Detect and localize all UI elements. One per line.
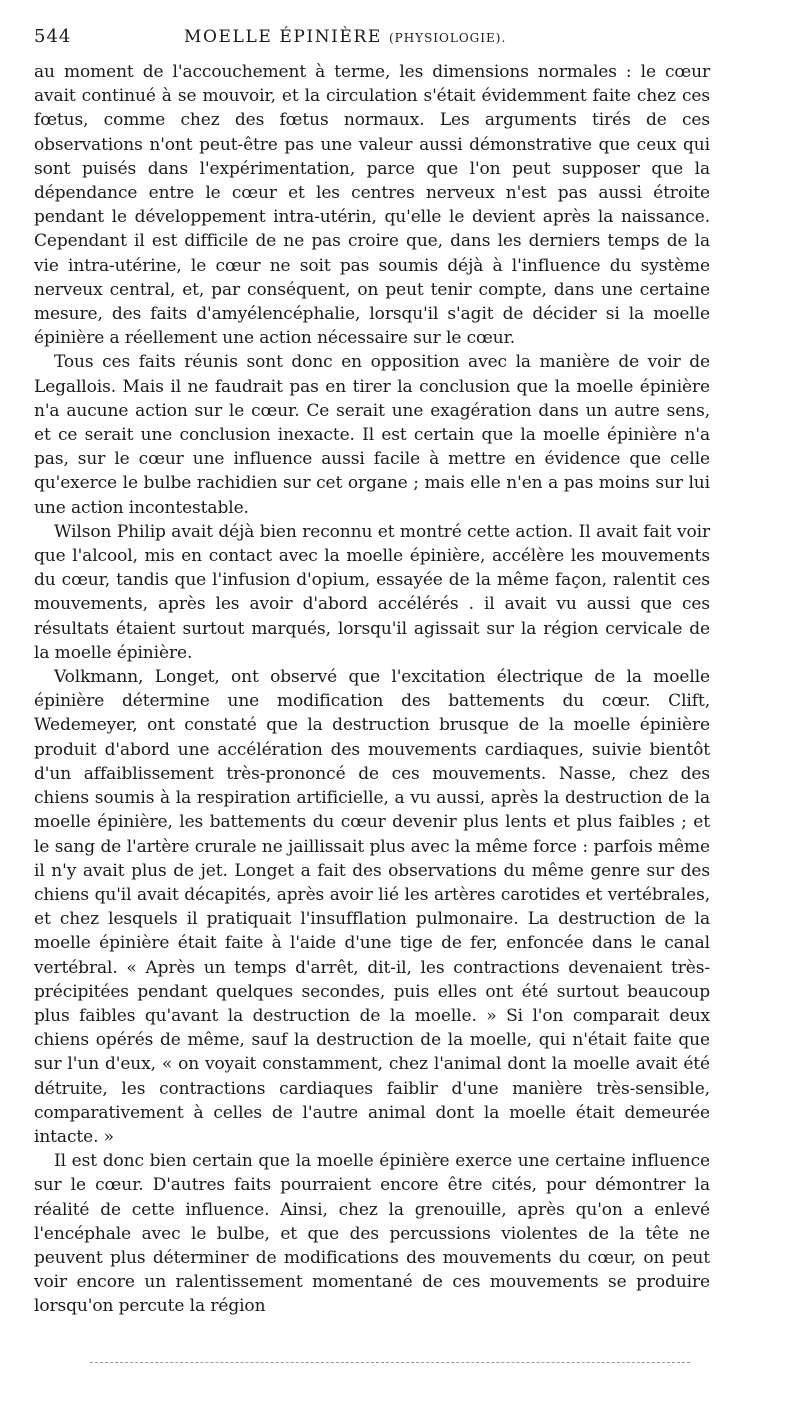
paragraph-conclusion: Il est donc bien certain que la moelle épinière exerce une certaine influence sur le cœur. D'autres faits pourraient encore être cités, pour démontrer la réalité de cette influence. Ainsi, chez la grenouille, après qu'on a enlevé l'encéphale avec le bulbe, et que des percussions violentes de la tête ne peuvent plus déterminer de modifications des mouvements du cœur, on peut voir encore un ralentissement momentané de ces mouvements se produire lorsqu'on percute la région	[34, 1151, 710, 1317]
paragraph-legallois: Tous ces faits réunis sont donc en opposition avec la manière de voir de Legallois. Mais il ne faudrait pas en tirer la conclusion que la moelle épinière n'a aucune action sur le cœur. Ce serait une exagération dans un autre sens, et ce serait une conclusion inexacte. Il est certain que la moelle épinière n'a pas, sur le cœur une influence aussi facile à mettre en évidence que celle qu'exerce le bulbe rachidien sur cet organe ; mais elle n'en a pas moins sur lui une action incontestable.	[34, 352, 710, 518]
running-title	[184, 27, 710, 47]
running-title-sub: (PHYSIOLOGIE).	[388, 31, 507, 45]
running-title-main: MOELLE ÉPINIÈRE	[184, 27, 382, 47]
paragraph-continued: au moment de l'accouchement à terme, les dimensions normales : le cœur avait continué à se mouvoir, et la circulation s'était évidemment faite chez ces fœtus, comme chez des fœtus normaux. Les arguments tirés de ces observations n'ont peut-être pas une valeur aussi démonstrative que ceux qui sont puisés dans l'expérimentation, parce que l'on peut supposer que la dépendance entre le cœur et les centres nerveux n'est pas aussi étroite pendant le développement intra-utérin, qu'elle le devient après la naissance. Cependant il est difficile de ne pas croire que, dans les derniers temps de la vie intra-utérine, le cœur ne soit pas soumis déjà à l'influence du système nerveux central, et, par conséquent, on peut tenir compte, dans une certaine mesure, des faits d'amyélencéphalie, lorsqu'il s'agit de décider si la moelle épinière a réellement une action nécessaire sur le cœur.	[34, 62, 710, 349]
body-text	[34, 60, 710, 1319]
book-page	[34, 26, 710, 1319]
page-number: 544	[34, 26, 72, 47]
bottom-divider	[90, 1362, 690, 1363]
paragraph-wilson-philip: Wilson Philip avait déjà bien reconnu et montré cette action. Il avait fait voir que l'alcool, mis en contact avec la moelle épinière, accélère les mouvements du cœur, tandis que l'infusion d'opium, essayée de la même façon, ralentit ces mouvements, après les avoir d'abord accélérés . il avait vu aussi que ces résultats étaient surtout marqués, lorsqu'il agissait sur la région cervicale de la moelle épinière.	[34, 521, 710, 663]
paragraph-volkmann-longet: Volkmann, Longet, ont observé que l'excitation électrique de la moelle épinière détermine une modification des battements du cœur. Clift, Wedemeyer, ont constaté que la destruction brusque de la moelle épinière produit d'abord une accélération des mouvements cardiaques, suivie bientôt d'un affaiblissement très-prononcé de ces mouvements. Nasse, chez des chiens soumis à la respiration artificielle, a vu aussi, après la destruction de la moelle épinière, les battements du cœur devenir plus lents et plus faibles ; et le sang de l'artère crurale ne jaillissait plus avec la même force : parfois même il n'y avait plus de jet. Longet a fait des observations du même genre sur des chiens qu'il avait décapités, après avoir lié les artères carotides et vertébrales, et chez lesquels il pratiquait l'insufflation pulmonaire. La destruction de la moelle épinière était faite à l'aide d'une tige de fer, enfoncée dans le canal vertébral. « Après un temps d'arrêt, dit-il, les contractions devenaient très-précipitées pendant quelques secondes, puis elles ont été surtout beaucoup plus faibles qu'avant la destruction de la moelle. » Si l'on comparait deux chiens opérés de même, sauf la destruction de la moelle, qui n'était faite que sur l'un d'eux, « on voyait constamment, chez l'animal dont la moelle avait été détruite, les contractions cardiaques faiblir d'une manière très-sensible, comparativement à celles de l'autre animal dont la moelle était demeurée intacte. »	[34, 667, 710, 1147]
running-head	[34, 26, 710, 60]
